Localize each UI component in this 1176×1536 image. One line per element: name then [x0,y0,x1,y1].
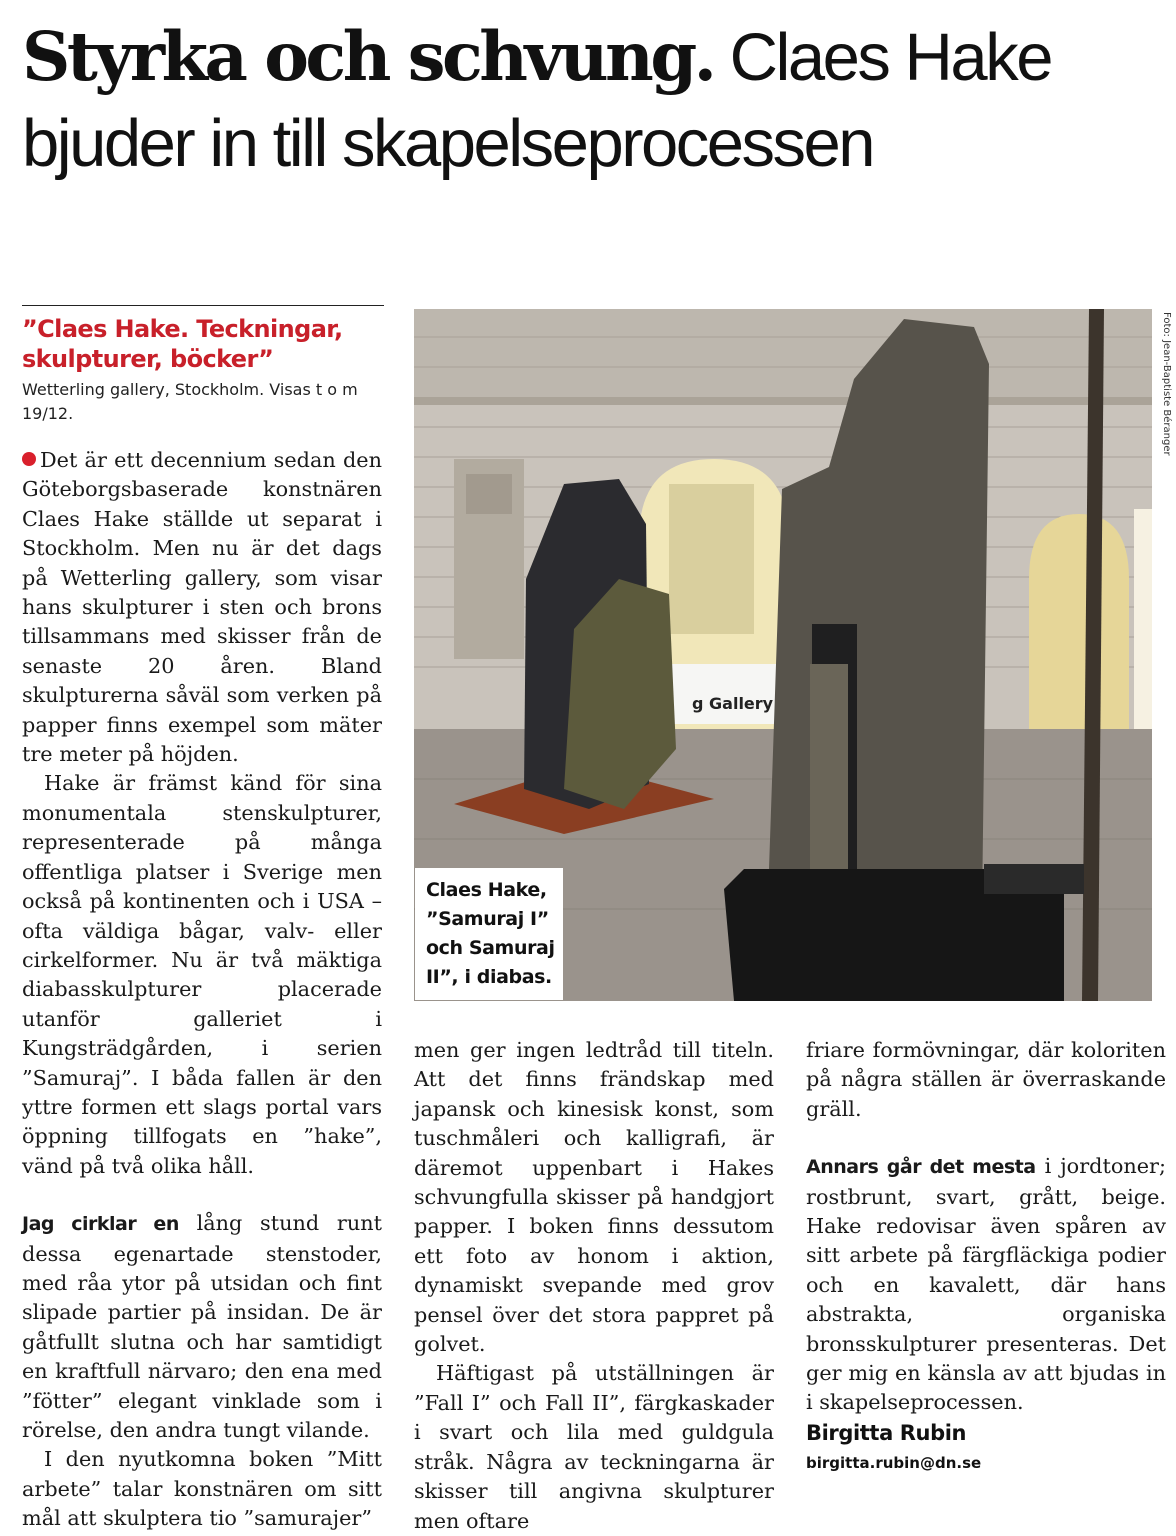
article-column-3 [806,1036,1166,1418]
paragraph-7: friare formövningar, där koloriten på några ställen är överraskande gräll. [806,1038,1166,1121]
headline-bold: Styrka och schvung. [22,17,714,96]
paragraph-3-text: lång stund runt dessa egenartade stenstoder, med råa ytor på utsidan och fint slipade partier på insidan. De är gåtfullt slutna och har samtidigt en kraftfull närvaro; den ena med ”fötter” elegant vinklade som i rörelse, den andra tungt vilande. [22,1211,382,1442]
headline [22,14,1152,187]
gallery-sign: g Gallery [692,694,774,713]
lead-in-2: Annars går det mesta [806,1156,1036,1179]
paragraph-2: Hake är främst känd för sina monumentala stenskulpturer, representerade på många offentliga platser i Sverige men också på kontinenten och i USA – ofta väldiga bågar, valv- eller cirkelformer. Nu är två mäktiga diabasskulpturer placerade utanför galleriet i Kungsträdgården, i serien ”Samuraj”. I båda fallen är den yttre formen ett slags portal vars öppning tillfogats en ”hake”, vänd på två olika håll. [22,771,382,1178]
headline-light: Claes Hake bjuder in till skapelseprocessen [22,20,1051,181]
paragraph-1 [22,446,382,769]
exhibition-info: Wetterling gallery, Stockholm. Visas t o m 19/12. [22,380,358,423]
article-column-1 [22,446,382,1534]
paragraph-8-text: i jordtoner; rostbrunt, svart, grått, beige. Hake redovisar även spåren av sitt arbete på färgfläckiga podier och en kavalett, där hans abstrakta, organiska bronsskulpturer presenteras. Det ger mig en känsla av att bjudas in i skapelseprocessen. [806,1154,1166,1415]
exhibition-title: ”Claes Hake. Teckningar, skulpturer, böcker” [22,315,343,373]
fact-box-rule [22,305,384,306]
bullet-dot-icon [22,452,36,466]
author-email[interactable]: birgitta.rubin@dn.se [806,1454,982,1472]
author-name: Birgitta Rubin [806,1421,967,1445]
paragraph-3 [22,1209,382,1445]
photo-credit: Foto: Jean-Baptiste Béranger [1161,312,1172,456]
paragraph-6: Häftigast på utställningen är ”Fall I” och Fall II”, färgkaskader i svart och lila med guldgula stråk. Några av teckningarna är skisser till angivna skulpturer men oftare [414,1361,774,1533]
fact-box [22,305,384,426]
paragraph-5: men ger ingen ledtråd till titeln. Att det finns frändskap med japansk och kinesisk konst, som tuschmåleri och kalligrafi, är däremot uppenbart i Hakes schvungfulla skisser på handgjort papper. I boken finns dessutom ett foto av honom i aktion, dynamiskt svepande med grov pensel över det stora pappret på golvet. [414,1038,774,1357]
paragraph-4: I den nyutkomna boken ”Mitt arbete” talar konstnären om sitt mål att skulptera tio ”samurajer” [22,1447,382,1531]
lead-in-1: Jag cirklar en [22,1213,179,1236]
paragraph-1-text: Det är ett decennium sedan den Göteborgsbaserade konstnären Claes Hake ställde ut separat i Stockholm. Men nu är det dags på Wetterling gallery, som visar hans skulpturer i sten och brons tillsammans med skisser från de senaste 20 åren. Bland skulpturerna såväl som verken på papper finns exempel som mäter tre meter på höjden. [22,448,382,767]
photo-caption: Claes Hake, ”Samuraj I” och Samuraj II”, i diabas. [415,868,563,1000]
byline [806,1418,1166,1478]
article-column-2 [414,1036,774,1536]
paragraph-8 [806,1152,1166,1418]
